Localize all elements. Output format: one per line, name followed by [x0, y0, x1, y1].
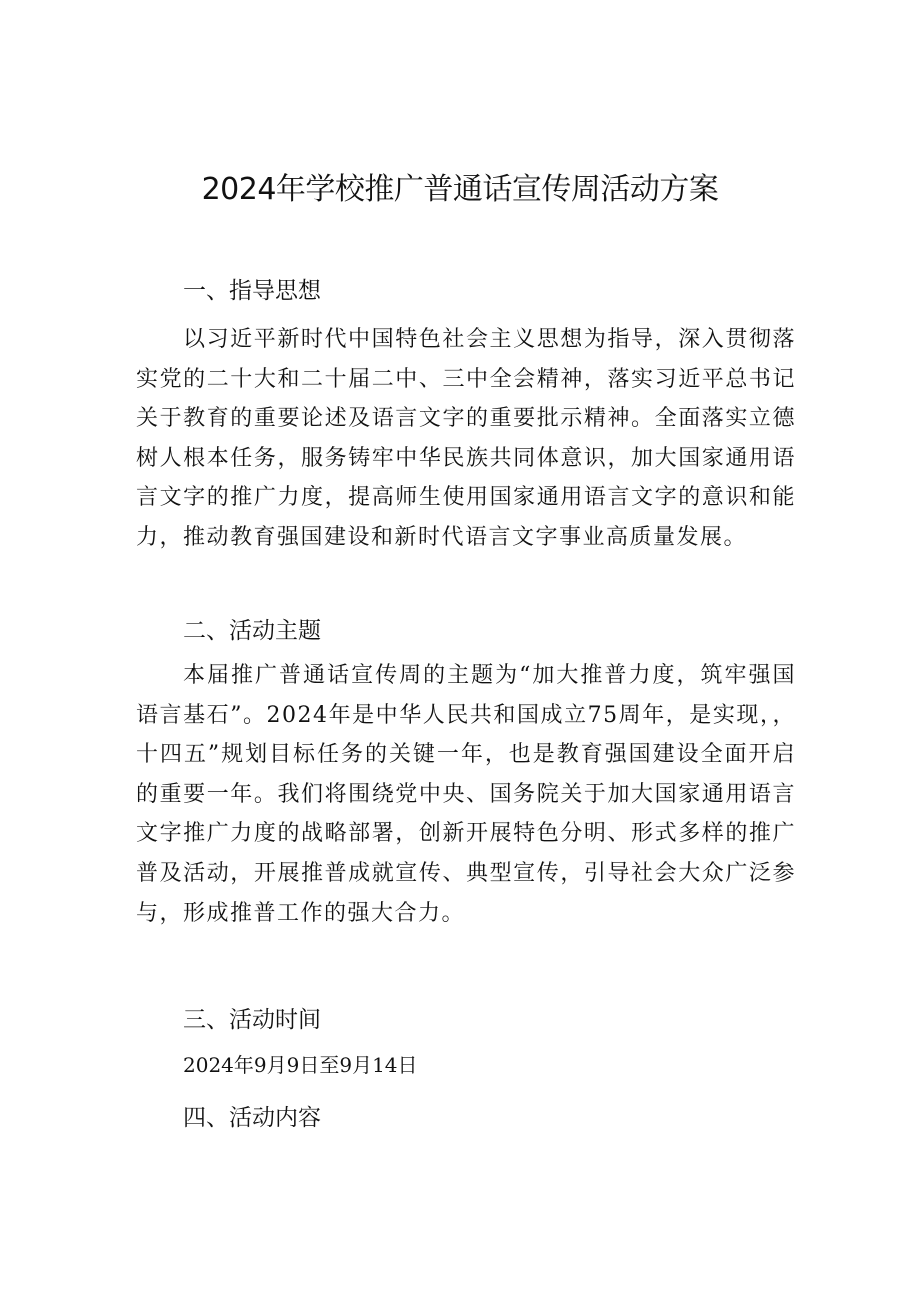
document-title: 2024年学校推广普通话宣传周活动方案 — [201, 172, 719, 207]
section-body-guiding-ideology: 以习近平新时代中国特色社会主义思想为指导，深入贯彻落实党的二十大和二十届二中、三中全会精神，落实习近平总书记关于教育的重要论述及语言文字的重要批示精神。全面落实立德树人根本任务，服务铸牢中华民族共同体意识，加大国家通用语言文字的推广力度，提高师生使用国家通用语言文字的意识和能力，推动教育强国建设和新时代语言文字事业高质量发展。 — [136, 327, 796, 550]
section-body-activity-theme: 本届推广普通话宣传周的主题为“加大推普力度，筑牢强国语言基石”。2024年是中华人民共和国成立75周年，是实现，，十四五”规划目标任务的关键一年，也是教育强国建设全面开启的重要一年。我们将围绕党中央、国务院关于加大国家通用语言文字推广力度的战略部署，创新开展特色分明、形式多样的推广普及活动，开展推普成就宣传、典型宣传，引导社会大众广泛参与，形成推普工作的强大合力。 — [136, 663, 796, 926]
section-heading-activity-time: 三、活动时间 — [183, 1007, 321, 1033]
section-heading-guiding-ideology: 一、指导思想 — [183, 278, 321, 304]
section-heading-activity-theme: 二、活动主题 — [183, 618, 321, 644]
section-heading-activity-content: 四、活动内容 — [183, 1105, 321, 1131]
activity-date-range: 2024年9月9日至9月14日 — [183, 1053, 418, 1077]
